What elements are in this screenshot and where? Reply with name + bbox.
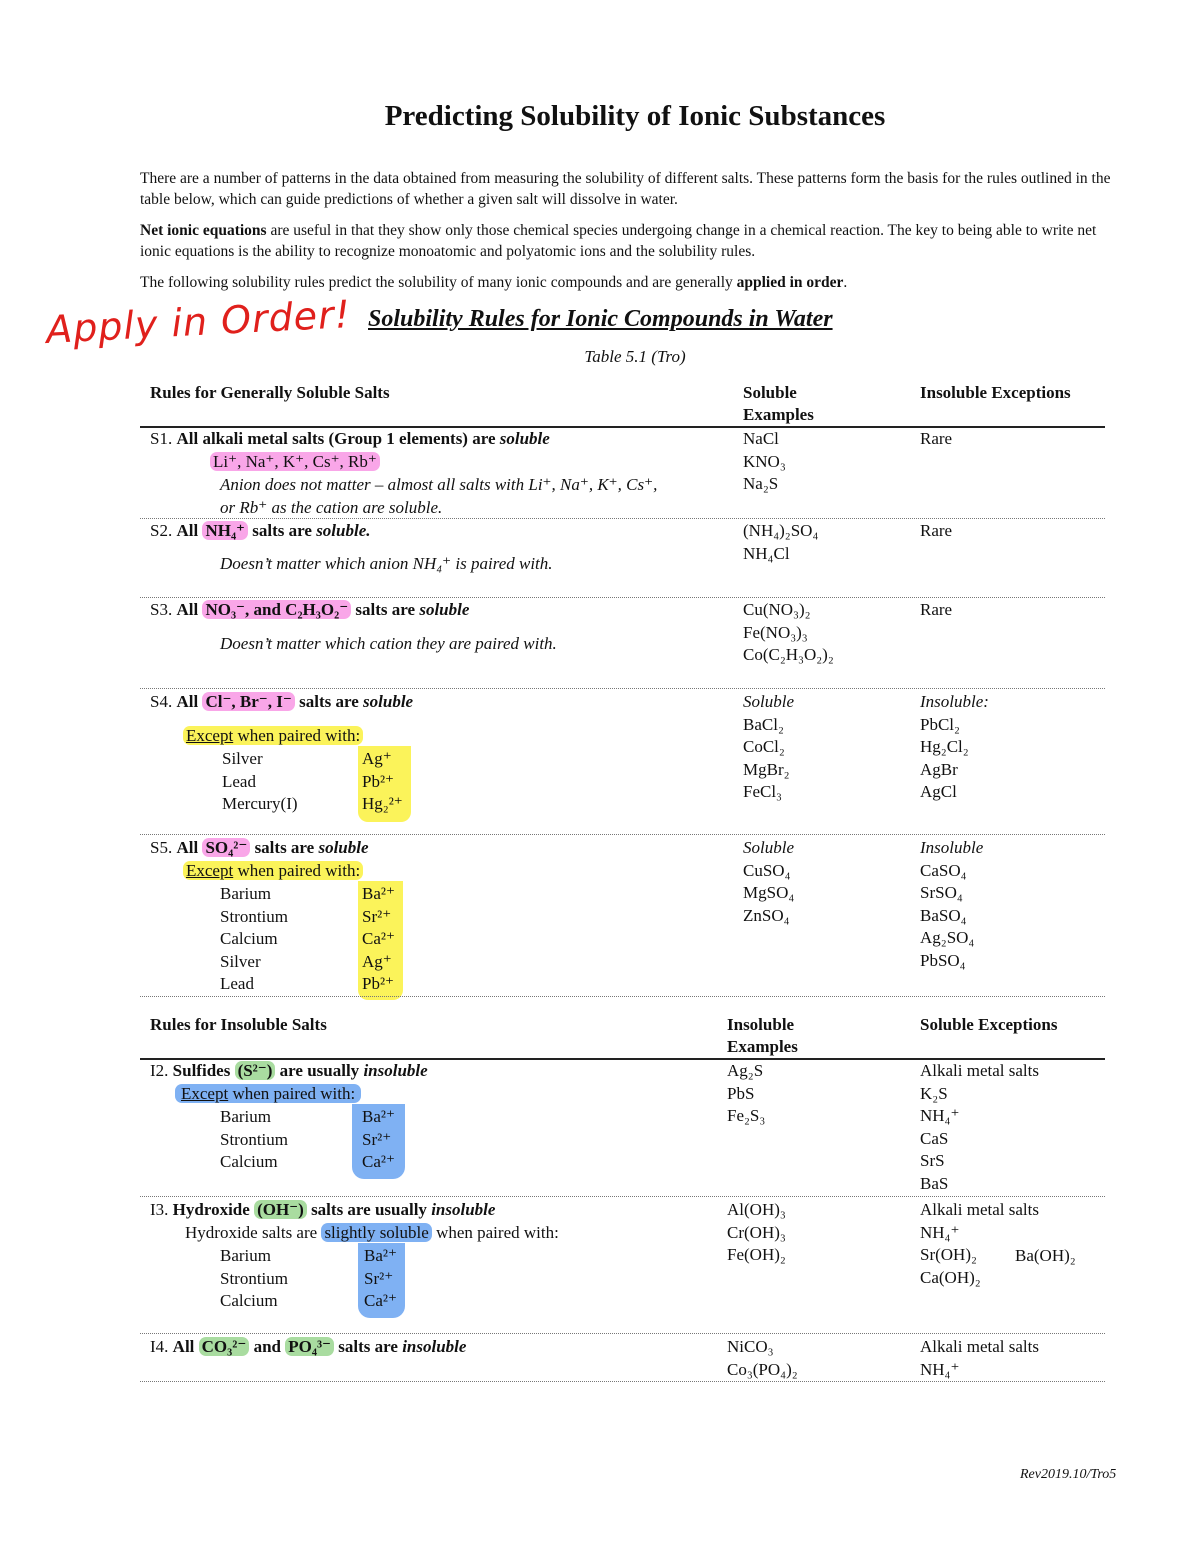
row-divider <box>140 597 1105 598</box>
s4-exceptions: Insoluble: PbCl₂ Hg₂Cl₂ AgBr AgCl <box>920 692 989 802</box>
s4-examples: Soluble BaCl₂ CoCl₂ MgBr₂ FeCl₃ <box>743 692 794 802</box>
s1-note-line1: Anion does not matter – almost all salts with Li⁺, Na⁺, K⁺, Cs⁺, <box>220 475 658 494</box>
s1-exceptions: Rare <box>920 429 953 448</box>
row-divider <box>140 1381 1105 1382</box>
table-caption: Table 5.1 (Tro) <box>584 347 686 366</box>
revision-footer: Rev2019.10/Tro5 <box>1020 1467 1117 1482</box>
i2-exceptions: Alkali metal salts K₂S NH₄⁺ CaS SrS BaS <box>920 1061 1039 1193</box>
order-paragraph: The following solubility rules predict the solubility of many ionic compounds and are generally applied in order. <box>140 274 848 291</box>
header-soluble-rules: Rules for Generally Soluble Salts <box>150 383 390 402</box>
s1-note-line2: or Rb⁺ as the cation are soluble. <box>220 498 443 517</box>
i3-exception-extra: Ba(OH)₂ <box>1015 1246 1076 1265</box>
rule-i3: I3. Hydroxide (OH⁻) salts are usually insoluble <box>150 1200 496 1219</box>
s4-pair-names: Silver Lead Mercury(I) <box>222 749 298 814</box>
rule-s1: S1. All alkali metal salts (Group 1 elements) are soluble <box>150 429 550 448</box>
s3-note: Doesn’t matter which cation they are paired with. <box>220 634 557 653</box>
net-ionic-paragraph: Net ionic equations are useful in that they show only those chemical species undergoing change in a chemical reaction. The key to being able to write net ionic equations is the ability to recognize monoatomic and polyatomic ions and the solubility rules. <box>140 222 1097 260</box>
table-title: Solubility Rules for Ionic Compounds in Water <box>368 306 833 332</box>
s3-exceptions: Rare <box>920 600 953 619</box>
s1-examples: NaCl KNO₃ Na₂S <box>743 429 786 494</box>
s5-except-line: Except when paired with: <box>183 860 363 883</box>
handwritten-note: Apply in Order! <box>45 292 352 352</box>
i2-pair-ions: Ba²⁺ Sr²⁺ Ca²⁺ <box>352 1104 405 1179</box>
s1-ions: Li⁺, Na⁺, K⁺, Cs⁺, Rb⁺ <box>210 451 380 474</box>
page-title: Predicting Solubility of Ionic Substances <box>384 100 886 132</box>
rule-s5: S5. All SO₄²⁻ salts are soluble <box>150 838 369 857</box>
s5-pair-names: Barium Strontium Calcium Silver Lead <box>220 884 289 994</box>
s5-examples: Soluble CuSO₄ MgSO₄ ZnSO₄ <box>743 838 795 925</box>
i4-exceptions: Alkali metal salts NH₄⁺ <box>920 1337 1039 1379</box>
s2-examples: (NH₄)₂SO₄ NH₄Cl <box>743 521 819 563</box>
s5-exceptions: Insoluble CaSO₄ SrSO₄ BaSO₄ Ag₂SO₄ PbSO₄ <box>920 838 984 970</box>
s2-note: Doesn’t matter which anion NH₄⁺ is paired with. <box>220 554 553 573</box>
header-soluble-exceptions: Soluble Exceptions <box>920 1015 1058 1034</box>
s4-pair-ions: Ag⁺ Pb²⁺ Hg₂²⁺ <box>358 746 411 822</box>
i2-examples: Ag₂S PbS Fe₂S₃ <box>727 1061 766 1126</box>
i3-line2: Hydroxide salts are slightly soluble when paired with: <box>185 1223 559 1242</box>
s2-exceptions: Rare <box>920 521 953 540</box>
row-divider <box>140 688 1105 689</box>
i2-except-line: Except when paired with: <box>175 1083 361 1106</box>
row-divider <box>140 1196 1105 1197</box>
rule-s4: S4. All Cl⁻, Br⁻, I⁻ salts are soluble <box>150 692 414 711</box>
i3-exceptions: Alkali metal salts NH₄⁺ Sr(OH)₂ Ca(OH)₂ <box>920 1200 1039 1287</box>
header-soluble-examples: Soluble Examples <box>743 383 814 424</box>
rule-s3: S3. All NO₃⁻, and C₂H₃O₂⁻ salts are soluble <box>150 600 470 619</box>
rule-s2: S2. All NH₄⁺ salts are soluble. <box>150 521 371 540</box>
row-divider <box>140 996 1105 997</box>
header-insoluble-exceptions: Insoluble Exceptions <box>920 383 1071 402</box>
i3-pair-ions: Ba²⁺ Sr²⁺ Ca²⁺ <box>358 1243 405 1318</box>
rule-i4: I4. All CO₃²⁻ and PO₄³⁻ salts are insoluble <box>150 1337 467 1356</box>
s3-examples: Cu(NO₃)₂ Fe(NO₃)₃ Co(C₂H₃O₂)₂ <box>743 600 834 665</box>
i3-examples: Al(OH)₃ Cr(OH)₃ Fe(OH)₂ <box>727 1200 786 1265</box>
i2-pair-names: Barium Strontium Calcium <box>220 1107 289 1172</box>
net-ionic-term: Net ionic equations <box>140 222 267 239</box>
header-insoluble-examples: Insoluble Examples <box>727 1015 798 1056</box>
row-divider <box>140 1333 1105 1334</box>
intro-paragraph: There are a number of patterns in the data obtained from measuring the solubility of different salts. These patterns form the basis for the rules outlined in the table below, which can guide predictions of whether a given salt will dissolve in water. <box>140 170 1111 208</box>
s5-pair-ions: Ba²⁺ Sr²⁺ Ca²⁺ Ag⁺ Pb²⁺ <box>358 881 403 1000</box>
row-divider <box>140 518 1105 519</box>
s4-except-line: Except when paired with: <box>183 725 363 748</box>
rule-i2: I2. Sulfides (S²⁻) are usually insoluble <box>150 1061 428 1080</box>
header-insoluble-rules: Rules for Insoluble Salts <box>150 1015 327 1034</box>
i4-examples: NiCO₃ Co₃(PO₄)₂ <box>727 1337 798 1379</box>
row-divider <box>140 834 1105 835</box>
i3-pair-names: Barium Strontium Calcium <box>220 1246 289 1311</box>
